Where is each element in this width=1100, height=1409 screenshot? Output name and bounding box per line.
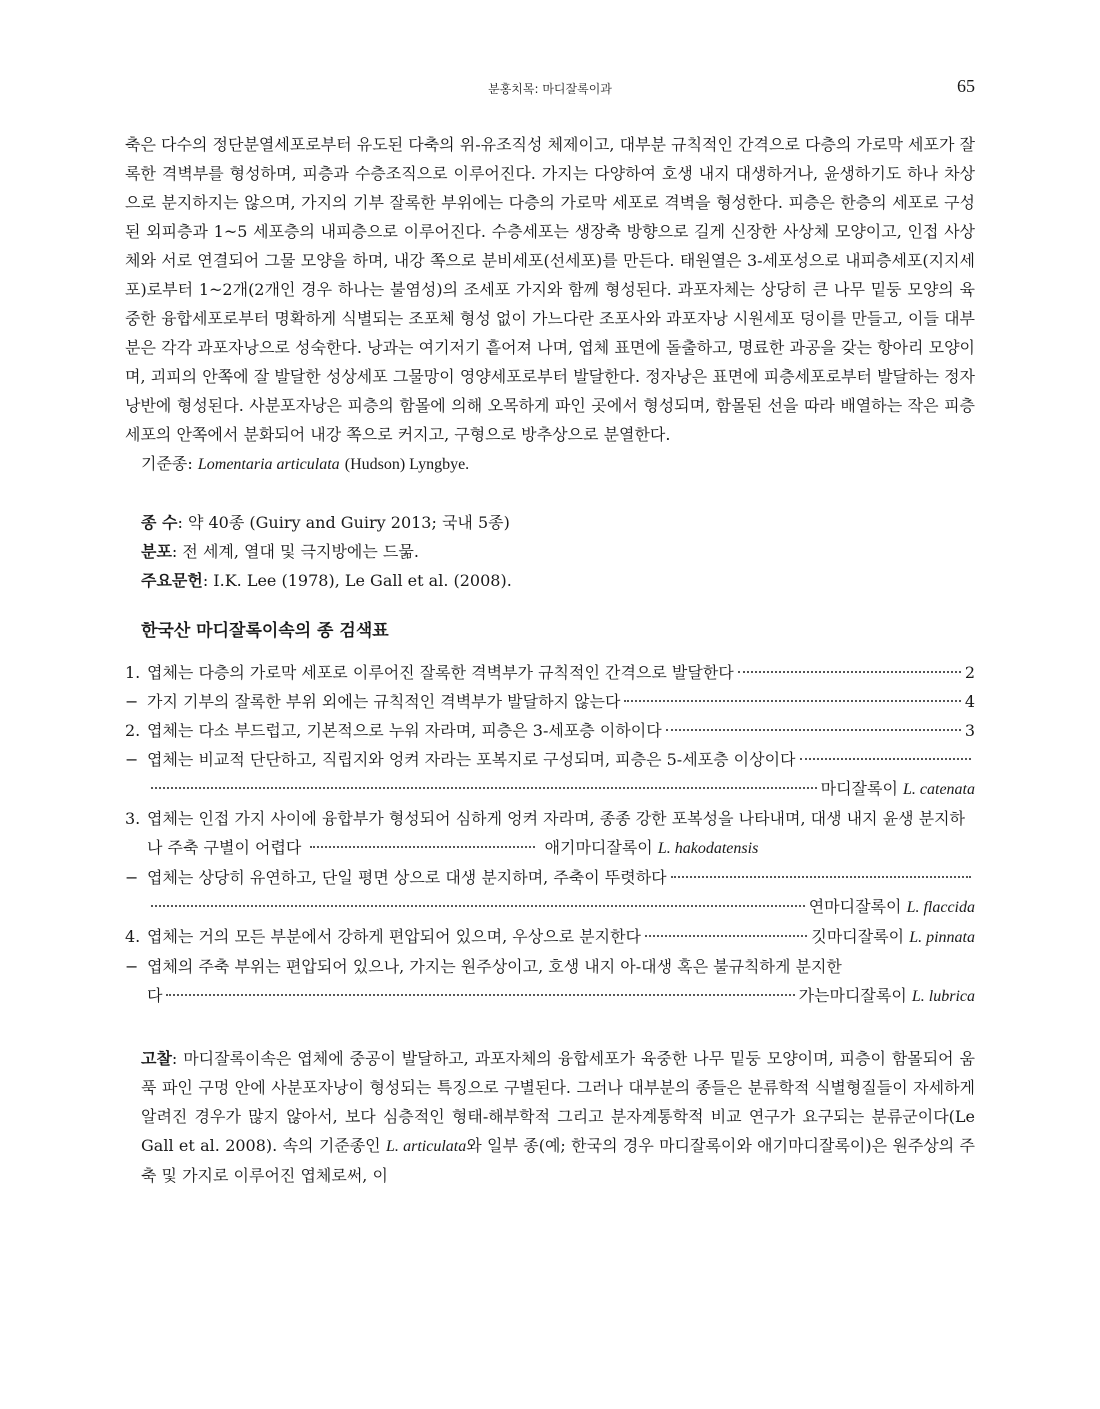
running-title: 분홍치목: 마디잘록이과 — [488, 82, 612, 96]
key-item: − 엽체는 상당히 유연하고, 단일 평면 상으로 대생 분지하며, 주축이 뚜렷하다 — [125, 863, 975, 892]
distribution — [125, 537, 975, 566]
species-name: L. hakodatensis — [657, 840, 759, 857]
species-count — [125, 508, 975, 537]
key-item: − 가지 기부의 잘록한 부위 외에는 규칙적인 격벽부가 발달하지 않는다 4 — [125, 692, 975, 711]
species-name: L. catenata — [903, 781, 975, 798]
species-name: L. flaccida — [906, 899, 975, 916]
key-item: − 엽체의 주축 부위는 편압되어 있으나, 가지는 원주상이고, 호생 내지 아-대생 혹은 불규칙하게 분지한 — [125, 957, 842, 976]
key-item: 4. 엽체는 거의 모든 부분에서 강하게 편압되어 있으며, 우상으로 분지한다 깃마디잘록이 L. pinnata — [125, 927, 975, 946]
key-item-continuation: 마디잘록이 L. catenata — [125, 774, 975, 804]
discussion: 고찰: 마디잘록이속은 엽체에 중공이 발달하고, 과포자체의 융합세포가 육중한 나무 밑둥 모양이며, 피층이 함몰되어 움푹 파인 구멍 안에 사분포자낭이 형성되는 특징으로 구별된다. 그러나 대부분의 종들은 분류학적 식별형질들이 자세하게 알려진 경우가 많지 않아서, 보다 심층적인 형태-해부학적 그리고 분자계통학적 비교 연구가 요구되는 분류군이다(Le Gall et al. 2008). 속의 기준종인 L. articulata와 일부 종(예; 한국의 경우 마디잘록이와 애기마디잘록이)은 원주상의 주축 및 가지로 이루어진 엽체로써, 이 — [141, 1049, 976, 1185]
species-name: L. articulata — [385, 1138, 467, 1155]
key-item: 2. 엽체는 다소 부드럽고, 기본적으로 누워 자라며, 피층은 3-세포층 이하이다 3 — [125, 721, 975, 740]
species-count-value: : 약 40종 (Guiry and Guiry 2013; 국내 5종) — [177, 513, 510, 532]
distribution-label: 분포 — [141, 542, 172, 561]
species-name: L. pinnata — [909, 929, 975, 946]
key-item-continuation: 연마디잘록이 L. flaccida — [125, 892, 975, 922]
type-species-name: Lomentaria articulata — [197, 456, 340, 473]
species-name: L. lubrica — [911, 988, 975, 1005]
page-number: 65 — [957, 76, 975, 96]
species-key — [125, 658, 975, 1011]
species-count-label: 종 수 — [141, 513, 178, 532]
discussion-label: 고찰 — [141, 1049, 172, 1068]
key-item-continuation: 다 가는마디잘록이 L. lubrica — [147, 986, 975, 1005]
references-value: : I.K. Lee (1978), Le Gall et al. (2008). — [202, 571, 512, 590]
page-content — [125, 130, 975, 1190]
type-species-label: 기준종: — [141, 454, 193, 473]
genus-description: 축은 다수의 정단분열세포로부터 유도된 다축의 위-유조직성 체제이고, 대부분 규칙적인 간격으로 다층의 가로막 세포가 잘록한 격벽부를 형성하며, 피층과 수층조직으로 이루어진다. 가지는 다양하여 호생 내지 대생하거나, 윤생하기도 하나 차상으로 분지하지는 않으며, 가지의 기부 잘록한 부위에는 다층의 가로막 세포로 격벽을 형성한다. 피층은 한층의 세포로 구성된 외피층과 1~5 세포층의 내피층으로 이루어진다. 수층세포는 생장축 방향으로 길게 신장한 사상체 모양이고, 인접 사상체와 서로 연결되어 그물 모양을 하며, 내강 쪽으로 분비세포(선세포)를 만든다. 태원열은 3-세포성으로 내피층세포(지지세포)로부터 1~2개(2개인 경우 하나는 불염성)의 조세포 가지와 함께 형성된다. 과포자체는 상당히 큰 나무 밑둥 모양의 육중한 융합세포로부터 명확하게 식별되는 조포체 형성 없이 가느다란 조포사와 과포자낭 시원세포 덩이를 만들고, 이들 대부분은 각각 과포자낭으로 성숙한다. 낭과는 여기저기 흩어져 나며, 엽체 표면에 돌출하고, 명료한 과공을 갖는 항아리 모양이며, 괴피의 안쪽에 잘 발달한 성상세포 그물망이 영양세포로부터 발달한다. 정자낭은 표면에 피층세포로부터 발달하는 정자낭반에 형성된다. 사분포자낭은 피층의 함몰에 의해 오목하게 파인 곳에서 형성되며, 함몰된 선을 따라 배열하는 작은 피층세포의 안쪽에서 분화되어 내강 쪽으로 커지고, 구형으로 방추상으로 분열한다. — [125, 135, 975, 444]
key-title: 한국산 마디잘록이속의 종 검색표 — [141, 621, 389, 641]
references-label: 주요문헌 — [141, 571, 203, 590]
key-item: − 엽체는 비교적 단단하고, 직립지와 엉켜 자라는 포복지로 구성되며, 피층은 5-세포층 이상이다 — [125, 745, 975, 774]
key-item: 3. 엽체는 인접 가지 사이에 융합부가 형성되어 심하게 엉켜 자라며, 종종 강한 포복성을 나타내며, 대생 내지 윤생 분지하나 주축 구별이 어렵다 애기마디잘록이 L. hakodatensis — [125, 809, 965, 857]
type-species — [125, 449, 975, 479]
type-species-author: (Hudson) Lyngbye. — [344, 456, 470, 473]
genus-stats — [125, 508, 975, 595]
distribution-value: : 전 세계, 열대 및 극지방에는 드묾. — [171, 542, 419, 561]
key-item: 1. 엽체는 다층의 가로막 세포로 이루어진 잘록한 격벽부가 규칙적인 간격으로 발달한다 2 — [125, 663, 975, 682]
page-header — [125, 76, 975, 100]
references — [125, 566, 975, 595]
